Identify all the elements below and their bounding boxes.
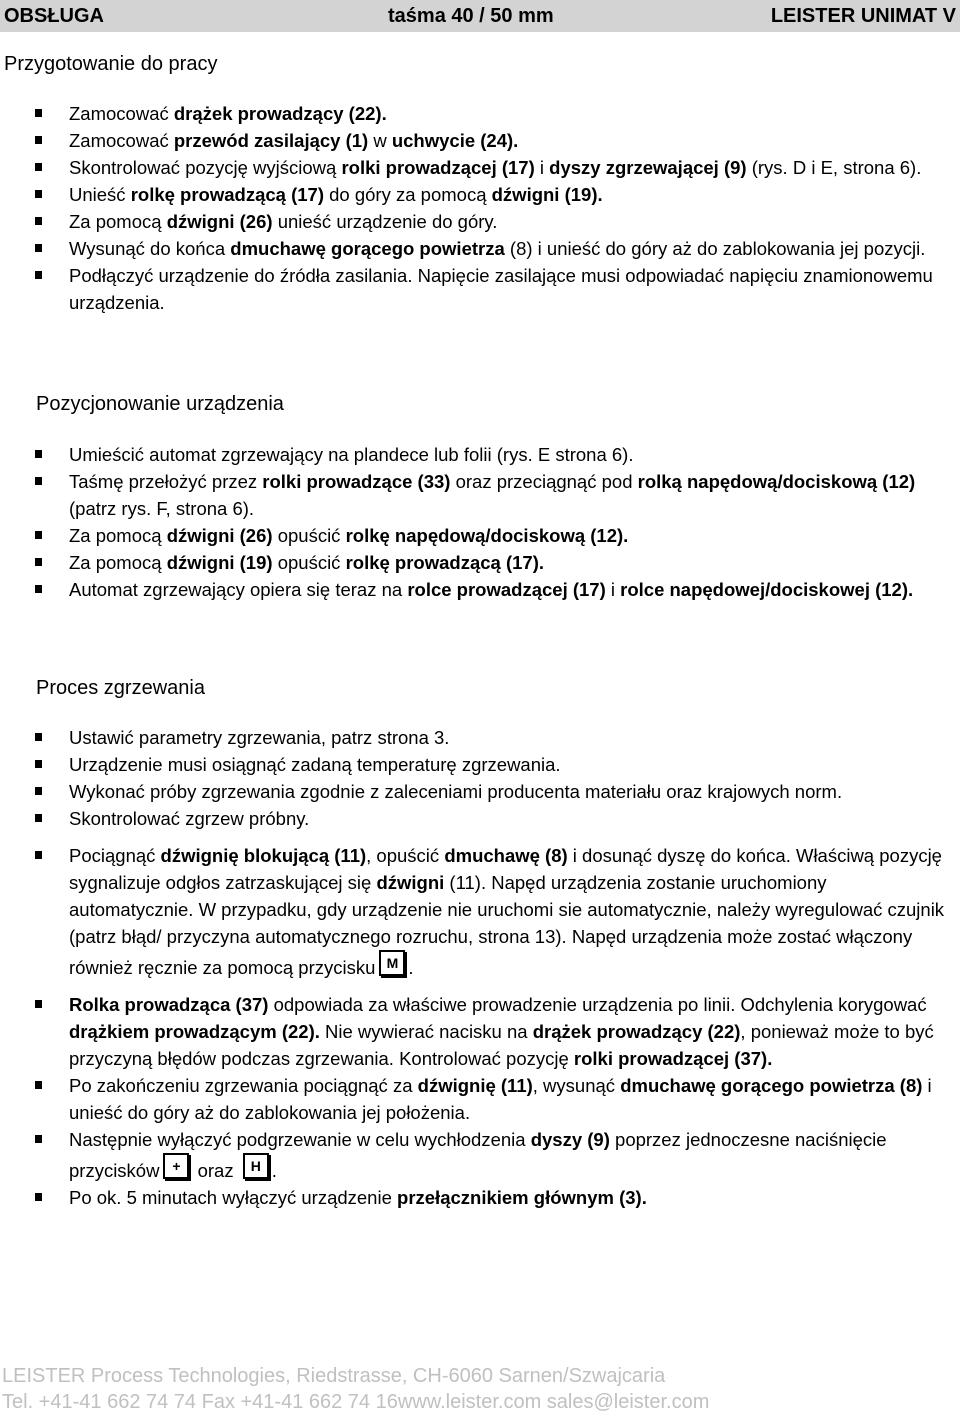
emphasis-text: rolką napędową/dociskową (12)	[637, 471, 916, 492]
list-item	[0, 724, 960, 751]
emphasis-text: dźwigni (26)	[166, 211, 273, 232]
item-text: Urządzenie musi osiągnąć zadaną temperaturę zgrzewania.	[69, 754, 561, 775]
footer-contact: Tel. +41-41 662 74 74 Fax +41-41 662 74 16www.leister.com sales@leister.com	[2, 1391, 710, 1413]
list-item	[0, 1126, 960, 1184]
positioning-list	[0, 441, 960, 603]
emphasis-text: drążkiem prowadzącym (22).	[69, 1021, 320, 1042]
item-text: opuścić	[272, 552, 346, 573]
item-text: do góry za pomocą	[324, 184, 492, 205]
emphasis-text: rolce prowadzącej (17)	[407, 579, 606, 600]
item-text: (11). Napęd urządzenia zostanie uruchomiony automatycznie. W przypadku, gdy urządzenie nie uruchomi sie automatycznie, należy wyregulować czujnik (patrz błąd/ przyczyna automatycznego rozruchu, strona 13). Napęd urządzenia może zostać włączony również ręcznie za pomocą przycisku	[69, 872, 945, 978]
list-item	[0, 842, 960, 981]
item-text: Skontrolować pozycję wyjściową	[69, 157, 342, 178]
item-text: Następnie wyłączyć podgrzewanie w celu wychłodzenia	[69, 1129, 531, 1150]
heat-key-icon: H	[243, 1153, 269, 1179]
manual-drive-key-icon: M	[379, 950, 405, 976]
item-text: poprzez jednoczesne naciśnięcie przycisków	[69, 1129, 887, 1181]
list-item	[0, 441, 960, 468]
bullet-icon	[35, 109, 42, 117]
item-text: Taśmę przełożyć przez	[69, 471, 263, 492]
item-text: Ustawić parametry zgrzewania, patrz strona 3.	[69, 727, 450, 748]
item-text: Za pomocą	[69, 211, 167, 232]
preparation-list	[0, 100, 960, 316]
emphasis-text: dźwignię blokującą (11)	[160, 845, 367, 866]
item-text: Za pomocą	[69, 552, 167, 573]
item-text: Zamocować	[69, 130, 174, 151]
list-item	[0, 181, 960, 208]
emphasis-text: rolki prowadzące (33)	[262, 471, 451, 492]
item-text: Nie wywierać nacisku na	[319, 1021, 533, 1042]
header-product-name: LEISTER UNIMAT V	[770, 5, 956, 27]
bullet-icon	[35, 558, 42, 566]
bullet-icon	[35, 787, 42, 795]
section-title-preparation: Przygotowanie do pracy	[4, 53, 218, 75]
item-text: Automat zgrzewający opiera się teraz na	[69, 579, 408, 600]
item-text: opuścić	[272, 525, 346, 546]
item-text: , ponieważ może to być przyczyną błędów podczas zgrzewania. Kontrolować pozycję	[69, 1021, 934, 1069]
bullet-icon	[35, 477, 42, 485]
item-text: i	[605, 579, 621, 600]
item-text: Umieścić automat zgrzewający na plandece lub folii (rys. E strona 6).	[69, 444, 634, 465]
emphasis-text: dmuchawę (8)	[444, 845, 568, 866]
bullet-icon	[35, 585, 42, 593]
list-item	[0, 262, 960, 316]
emphasis-text: rolkę prowadzącą (17)	[130, 184, 324, 205]
list-item	[0, 778, 960, 805]
list-item	[0, 1184, 960, 1211]
bullet-icon	[35, 851, 42, 859]
emphasis-text: dźwigni (19).	[491, 184, 603, 205]
emphasis-text: dyszy zgrzewającej (9)	[549, 157, 747, 178]
bullet-icon	[35, 1081, 42, 1089]
bullet-icon	[35, 760, 42, 768]
bullet-icon	[35, 531, 42, 539]
list-item	[0, 522, 960, 549]
emphasis-text: drążek prowadzący (22)	[532, 1021, 741, 1042]
header-tape-size: taśma 40 / 50 mm	[388, 5, 554, 27]
emphasis-text: rolki prowadzącej (37).	[573, 1048, 773, 1069]
emphasis-text: drążek prowadzący (22).	[173, 103, 387, 124]
item-text: i dosunąć dyszę do końca. Właściwą pozycję sygnalizuje odgłos zatrzaskującej się	[69, 845, 942, 893]
welding-process-list	[0, 724, 960, 1211]
list-item	[0, 468, 960, 522]
bullet-icon	[35, 814, 42, 822]
item-text: Skontrolować zgrzew próbny.	[69, 808, 310, 829]
bullet-icon	[35, 1135, 42, 1143]
emphasis-text: Rolka prowadząca (37)	[69, 994, 269, 1015]
emphasis-text: dźwignię (11)	[417, 1075, 533, 1096]
item-text: Wysunąć do końca	[69, 238, 231, 259]
list-item	[0, 1072, 960, 1126]
emphasis-text: przewód zasilający (1)	[173, 130, 369, 151]
item-text: , wysunąć	[532, 1075, 621, 1096]
bullet-icon	[35, 271, 42, 279]
item-text: Wykonać próby zgrzewania zgodnie z zaleceniami producenta materiału oraz krajowych norm.	[69, 781, 843, 802]
item-text: unieść urządzenie do góry.	[272, 211, 498, 232]
item-text: Unieść	[69, 184, 131, 205]
plus-key-icon: +	[163, 1153, 189, 1179]
item-text: Za pomocą	[69, 525, 167, 546]
bullet-icon	[35, 136, 42, 144]
emphasis-text: dmuchawę gorącego powietrza (8)	[620, 1075, 923, 1096]
section-title-welding-process: Proces zgrzewania	[36, 677, 205, 699]
emphasis-text: rolki prowadzącej (17)	[341, 157, 535, 178]
emphasis-text: dyszy (9)	[530, 1129, 610, 1150]
item-text: Podłączyć urządzenie do źródła zasilania. Napięcie zasilające musi odpowiadać napięciu znamionowemu urządzenia.	[69, 265, 933, 313]
bullet-icon	[35, 244, 42, 252]
item-text: i	[534, 157, 550, 178]
item-text: .	[271, 1160, 277, 1181]
item-text: Pociągnąć	[69, 845, 161, 866]
bullet-icon	[35, 450, 42, 458]
item-text: , opuścić	[366, 845, 445, 866]
item-text: Po zakończeniu zgrzewania pociągnąć za	[69, 1075, 418, 1096]
bullet-icon	[35, 733, 42, 741]
section-title-positioning: Pozycjonowanie urządzenia	[36, 393, 284, 415]
item-text: odpowiada za właściwe prowadzenie urządzenia po linii. Odchylenia korygować	[268, 994, 927, 1015]
emphasis-text: rolkę napędową/dociskową (12).	[345, 525, 629, 546]
header-section-label: OBSŁUGA	[4, 5, 104, 27]
item-text: (patrz rys. F, strona 6).	[69, 498, 255, 519]
item-text: .	[408, 957, 414, 978]
list-item	[0, 208, 960, 235]
list-item	[0, 991, 960, 1072]
list-item	[0, 549, 960, 576]
item-text: Po ok. 5 minutach wyłączyć urządzenie	[69, 1187, 398, 1208]
footer-address: LEISTER Process Technologies, Riedstrasse, CH-6060 Sarnen/Szwajcaria	[2, 1365, 666, 1387]
item-text: Zamocować	[69, 103, 174, 124]
bullet-icon	[35, 163, 42, 171]
list-item	[0, 576, 960, 603]
item-text: oraz przeciągnąć pod	[450, 471, 638, 492]
item-text: w	[368, 130, 392, 151]
bullet-icon	[35, 1193, 42, 1201]
emphasis-text: przełącznikiem głównym (3).	[397, 1187, 647, 1208]
bullet-icon	[35, 1000, 42, 1008]
emphasis-text: dźwigni	[376, 872, 445, 893]
emphasis-text: rolce napędowej/dociskowej (12).	[620, 579, 914, 600]
bullet-icon	[35, 217, 42, 225]
page-header	[0, 0, 960, 32]
item-text: (rys. D i E, strona 6).	[746, 157, 922, 178]
emphasis-text: dźwigni (19)	[166, 552, 273, 573]
list-item	[0, 154, 960, 181]
emphasis-text: dmuchawę gorącego powietrza	[230, 238, 505, 259]
item-text: (8) i unieść do góry aż do zablokowania jej pozycji.	[504, 238, 926, 259]
emphasis-text: dźwigni (26)	[166, 525, 273, 546]
bullet-icon	[35, 190, 42, 198]
list-item	[0, 235, 960, 262]
item-text: oraz	[192, 1160, 239, 1181]
item-text: i unieść do góry aż do zablokowania jej położenia.	[69, 1075, 932, 1123]
list-item	[0, 100, 960, 127]
list-item	[0, 805, 960, 832]
list-item	[0, 751, 960, 778]
list-item	[0, 127, 960, 154]
emphasis-text: rolkę prowadzącą (17).	[345, 552, 545, 573]
emphasis-text: uchwycie (24).	[391, 130, 519, 151]
